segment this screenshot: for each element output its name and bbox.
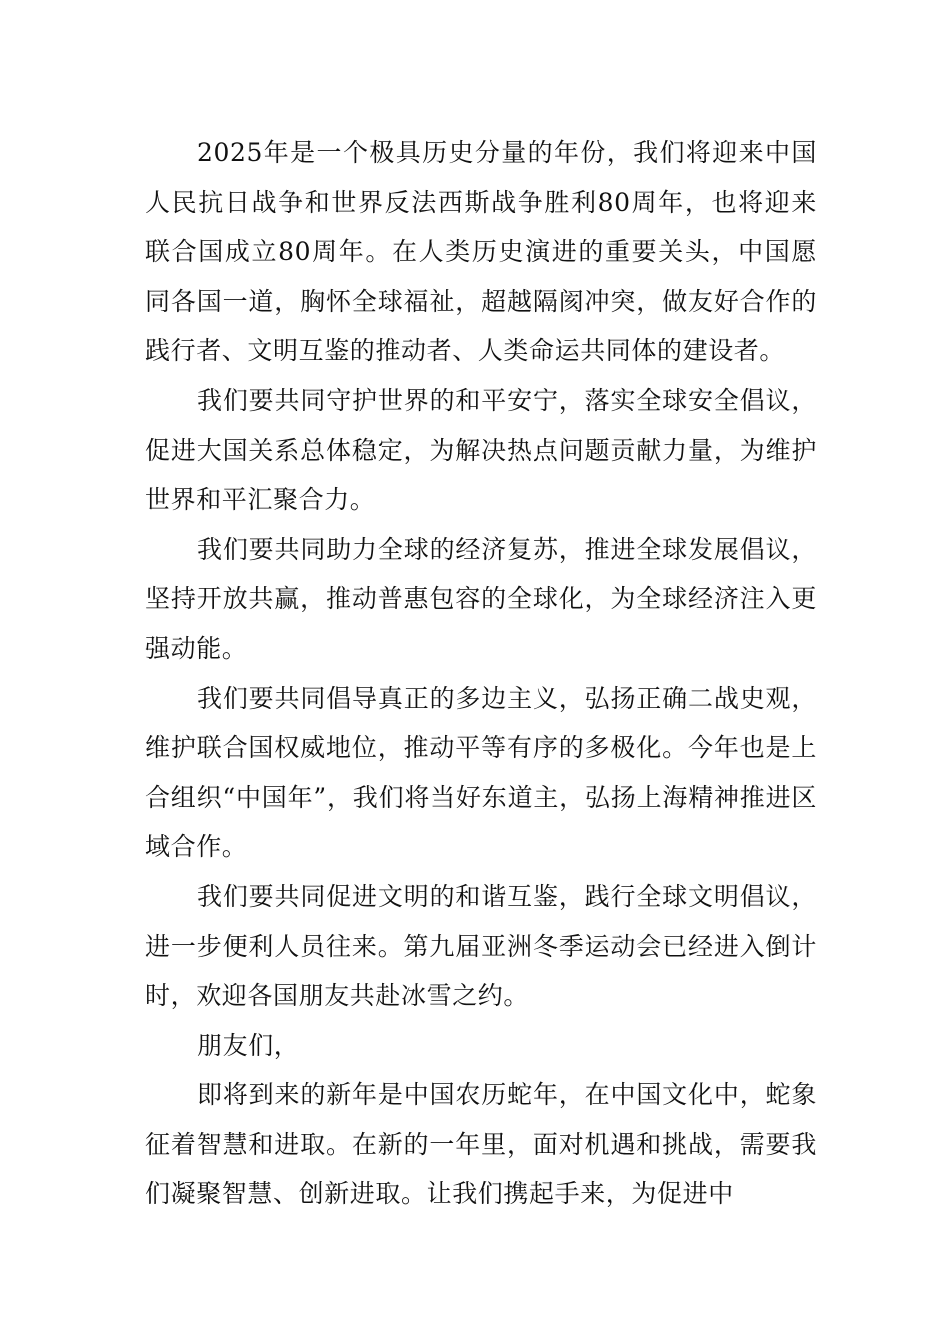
- paragraph-snake-year: 即将到来的新年是中国农历蛇年，在中国文化中，蛇象征着智慧和进取。在新的一年里，面对机遇和挑战，需要我们凝聚智慧、创新进取。让我们携起手来，为促进中: [145, 1080, 817, 1209]
- paragraph-economy: 我们要共同助力全球的经济复苏，推进全球发展倡议，坚持开放共赢，推动普惠包容的全球化，为全球经济注入更强动能。: [145, 534, 817, 663]
- paragraph-2025-anniversary: 2025年是一个极具历史分量的年份，我们将迎来中国人民抗日战争和世界反法西斯战争胜利80周年，也将迎来联合国成立80周年。在人类历史演进的重要关头，中国愿同各国一道，胸怀全球福祉，超越隔阂冲突，做友好合作的践行者、文明互鉴的推动者、人类命运共同体的建设者。: [145, 138, 817, 366]
- paragraph-multilateralism: 我们要共同倡导真正的多边主义，弘扬正确二战史观，维护联合国权威地位，推动平等有序的多极化。今年也是上合组织“中国年”，我们将当好东道主，弘扬上海精神推进区域合作。: [145, 683, 817, 862]
- paragraph-greeting: 朋友们，: [197, 1030, 300, 1060]
- paragraph-civilization: 我们要共同促进文明的和谐互鉴，践行全球文明倡议，进一步便利人员往来。第九届亚洲冬季运动会已经进入倒计时，欢迎各国朋友共赴冰雪之约。: [145, 881, 817, 1011]
- document-body: [145, 128, 817, 1219]
- paragraph-peace: 我们要共同守护世界的和平安宁，落实全球安全倡议，促进大国关系总体稳定，为解决热点问题贡献力量，为维护世界和平汇聚合力。: [145, 385, 817, 515]
